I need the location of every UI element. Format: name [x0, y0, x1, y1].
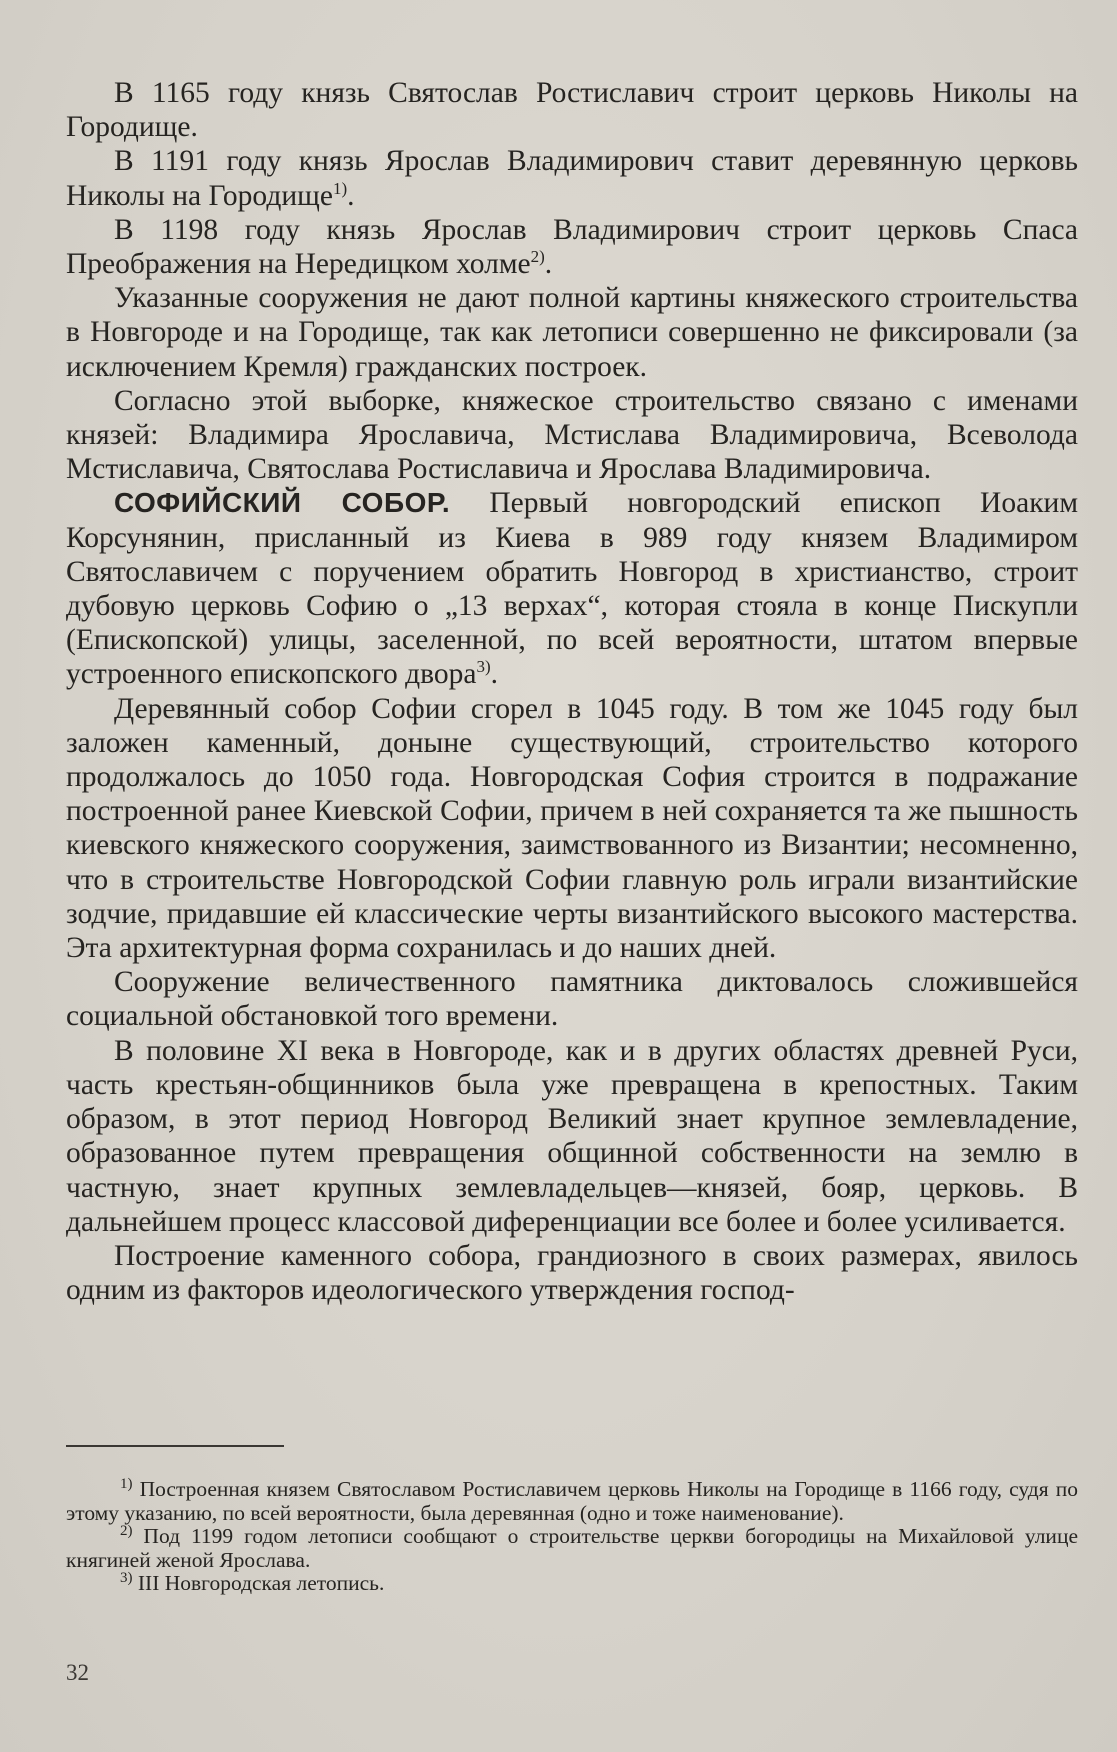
- paragraph-1: [66, 76, 1078, 144]
- paragraph-10-text: Построение каменного собора, грандиозного в своих размерах, явилось одним из факторов идеологического утверждения господ-: [66, 1239, 1078, 1307]
- paragraph-8-text: Сооружение величественного памятника диктовалось сложившейся социальной обстановкой того времени.: [66, 966, 1078, 1033]
- paragraph-4: [66, 281, 1078, 384]
- footnote-2-mark: 2): [120, 1522, 133, 1539]
- paragraph-7-text: Деревянный собор Софии сгорел в 1045 году. В том же 1045 году был заложен каменный, доныне существующий, строительство которого продолжалось до 1050 года. Новгородская София строится в подражание построенной ранее Киевской Софии, причем в ней сохраняется та же пышность киевского княжеского сооружения, заимствованного из Византии; несомненно, что в строительстве Новгородской Софии главную роль играли византийские зодчие, придавшие ей классические черты византийского высокого мастерства. Эта архитектурная форма сохранилась и до наших дней.: [66, 692, 1078, 965]
- paragraph-7: [66, 692, 1078, 966]
- paragraph-2-end: .: [347, 179, 355, 212]
- paragraph-1-text: В 1165 году князь Святослав Ростиславич строит церковь Николы на Городище.: [66, 77, 1078, 144]
- paragraph-2-text: В 1191 году князь Ярослав Владимирович ставит деревянную церковь Николы на Городище: [66, 145, 1078, 212]
- paragraph-9: [66, 1034, 1078, 1239]
- footnote-ref-2[interactable]: 2): [530, 247, 545, 267]
- footnote-3: [66, 1569, 1078, 1596]
- footnote-ref-3[interactable]: 3): [476, 657, 491, 677]
- paragraph-5: [66, 384, 1078, 487]
- footnote-3-text: III Новгородская летопись.: [132, 1571, 385, 1595]
- footnote-divider: [66, 1445, 284, 1447]
- footnote-1-text: Построенная князем Святославом Ростиславичем церковь Николы на Городище в 1166 году, судя по этому указанию, по всей вероятности, была деревянная (одно и тоже наименование).: [66, 1477, 1078, 1525]
- paragraph-2: [66, 144, 1078, 212]
- paragraph-6: [66, 486, 1078, 691]
- paragraph-3-text: В 1198 году князь Ярослав Владимирович строит церковь Спаса Преображения на Нередицком холме: [66, 213, 1078, 281]
- footnote-3-mark: 3): [120, 1569, 133, 1586]
- footnote-2-text: Под 1199 годом летописи сообщают о строительстве церкви богородицы на Михайловой улице княгиней женой Ярослава.: [66, 1524, 1078, 1572]
- paragraph-3-end: .: [544, 248, 553, 281]
- main-text: [66, 76, 1078, 1307]
- footnote-ref-1[interactable]: 1): [332, 178, 348, 198]
- section-heading: СОФИЙСКИЙ СОБОР.: [114, 487, 451, 519]
- paragraph-6-text: Первый новгородский епископ Иоаким Корсунянин, присланный из Киева в 989 году князем Владимиром Святославичем с поручением обратить Новгород в христианство, строит дубовую церковь Софию о „13 верхах“, которая стояла в конце Пискупли (Епископской) улицы, заселенной, по всей вероятности, штатом впервые устроенного епископского двора: [66, 487, 1078, 691]
- paragraph-3: [66, 213, 1078, 281]
- footnote-2: [66, 1522, 1078, 1572]
- page-number: 32: [66, 1660, 89, 1685]
- paragraph-10: [66, 1239, 1078, 1307]
- paragraph-9-text: В половине XI века в Новгороде, как и в других областях древней Руси, часть крестьян-общинников была уже превращена в крепостных. Таким образом, в этот период Новгород Великий знает крупное землевладение, образованное путем превращения общинной собственности на землю в частную, знает крупных землевладельцев—князей, бояр, церковь. В дальнейшем процесс классовой диференциации все более и более усиливается.: [66, 1034, 1078, 1238]
- footnote-1: [66, 1475, 1078, 1525]
- paragraph-4-text: Указанные сооружения не дают полной картины княжеского строительства в Новгороде и на Городище, так как летописи совершенно не фиксировали (за исключением Кремля) гражданских построек.: [66, 282, 1078, 383]
- paragraph-6-end: .: [490, 658, 499, 691]
- footnote-1-mark: 1): [120, 1475, 133, 1492]
- paragraph-5-text: Согласно этой выборке, княжеское строительство связано с именами князей: Владимира Ярославича, Мстислава Владимировича, Всеволода Мстиславича, Святослава Ростиславича и Ярослава Владимировича.: [66, 384, 1078, 486]
- paragraph-8: [66, 965, 1078, 1033]
- footnotes: [66, 1475, 1078, 1596]
